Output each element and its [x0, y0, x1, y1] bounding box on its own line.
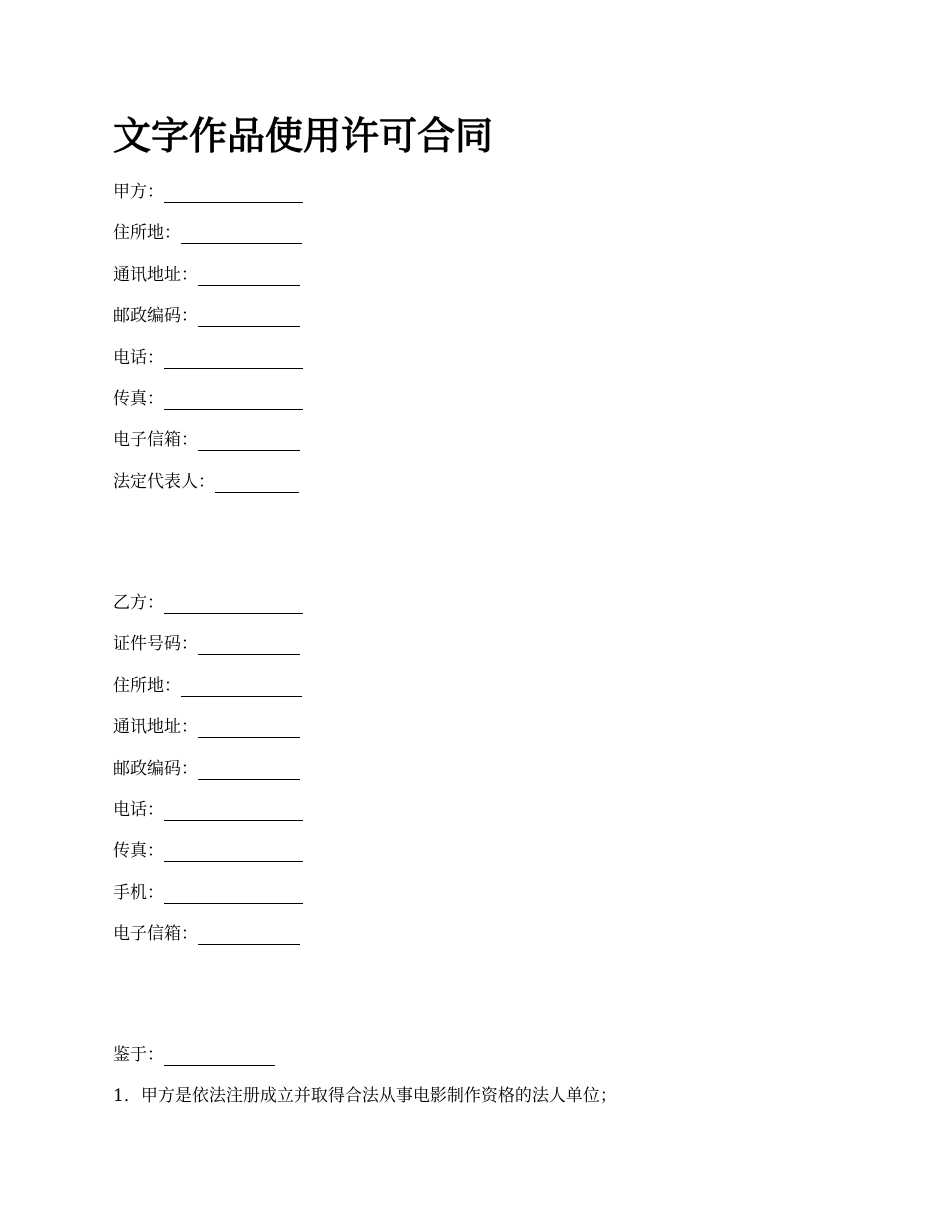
- field-label: 传真：: [113, 841, 164, 861]
- field-label: 电子信箱：: [113, 924, 198, 944]
- field-label: 住所地：: [113, 676, 181, 696]
- party-a-fax-field: [113, 387, 303, 411]
- field-label: 证件号码：: [113, 634, 198, 654]
- clause-text: 甲方是依法注册成立并取得合法从事电影制作资格的法人单位；: [140, 1086, 617, 1106]
- party-a-legal-representative-field: [113, 470, 299, 494]
- field-label: 法定代表人：: [113, 472, 215, 492]
- fill-in-blank[interactable]: [198, 922, 300, 945]
- fill-in-blank[interactable]: [164, 180, 303, 203]
- field-label: 乙方：: [113, 593, 164, 613]
- whereas-field: [113, 1043, 275, 1067]
- field-label: 鉴于：: [113, 1045, 164, 1065]
- field-label: 通讯地址：: [113, 265, 198, 285]
- party-a-phone-field: [113, 346, 303, 370]
- field-label: 手机：: [113, 883, 164, 903]
- fill-in-blank[interactable]: [181, 221, 302, 244]
- party-a-mailing-address-field: [113, 263, 300, 287]
- field-label: 邮政编码：: [113, 306, 198, 326]
- fill-in-blank[interactable]: [164, 1043, 275, 1066]
- party-b-address-field: [113, 674, 302, 698]
- fill-in-blank[interactable]: [164, 839, 303, 862]
- whereas-clause-1: [113, 1084, 617, 1108]
- party-b-mobile-field: [113, 881, 303, 905]
- fill-in-blank[interactable]: [198, 757, 300, 780]
- field-label: 电话：: [113, 800, 164, 820]
- document-title: 文字作品使用许可合同: [113, 113, 494, 158]
- fill-in-blank[interactable]: [164, 591, 303, 614]
- party-a-name-field: [113, 180, 303, 204]
- fill-in-blank[interactable]: [198, 304, 300, 327]
- party-b-postal-code-field: [113, 757, 300, 781]
- fill-in-blank[interactable]: [164, 387, 303, 410]
- field-label: 通讯地址：: [113, 717, 198, 737]
- fill-in-blank[interactable]: [164, 798, 303, 821]
- fill-in-blank[interactable]: [198, 428, 300, 451]
- field-label: 电子信箱：: [113, 430, 198, 450]
- fill-in-blank[interactable]: [198, 263, 300, 286]
- field-label: 邮政编码：: [113, 759, 198, 779]
- field-label: 电话：: [113, 348, 164, 368]
- party-b-mailing-address-field: [113, 715, 300, 739]
- fill-in-blank[interactable]: [181, 674, 302, 697]
- fill-in-blank[interactable]: [164, 881, 303, 904]
- party-a-postal-code-field: [113, 304, 300, 328]
- field-label: 甲方：: [113, 182, 164, 202]
- party-b-email-field: [113, 922, 300, 946]
- party-b-fax-field: [113, 839, 303, 863]
- clause-number: 1．: [113, 1086, 141, 1106]
- field-label: 住所地：: [113, 223, 181, 243]
- fill-in-blank[interactable]: [198, 715, 300, 738]
- fill-in-blank[interactable]: [215, 470, 299, 493]
- party-a-email-field: [113, 428, 300, 452]
- party-b-name-field: [113, 591, 303, 615]
- fill-in-blank[interactable]: [198, 632, 300, 655]
- party-a-address-field: [113, 221, 302, 245]
- field-label: 传真：: [113, 389, 164, 409]
- party-b-phone-field: [113, 798, 303, 822]
- document-page: [113, 0, 853, 1230]
- fill-in-blank[interactable]: [164, 346, 303, 369]
- party-b-id-number-field: [113, 632, 300, 656]
